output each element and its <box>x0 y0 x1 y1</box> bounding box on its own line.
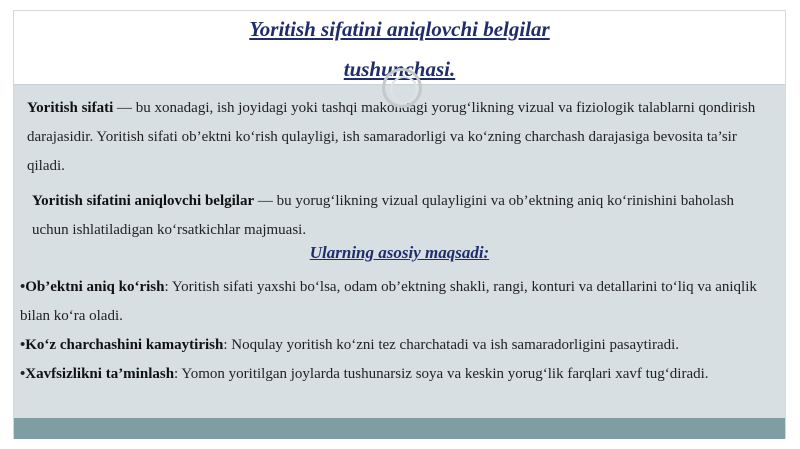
definition-text: — bu yorug‘likning vizual qulayligini va ob’ektning aniq ko‘rinishini baholash uchun ishlatiladigan ko‘rsatkichlar majmuasi. <box>32 193 735 238</box>
slide <box>13 10 786 439</box>
bullet-marker: • <box>20 279 26 295</box>
bullet-term: Ko‘z charchashini kamaytirish <box>25 337 224 353</box>
subheading: Ularning asosiy maqsadi: <box>309 243 490 262</box>
definition-term: Yoritish sifatini aniqlovchi belgilar <box>32 193 255 209</box>
bullet-item <box>20 273 780 331</box>
bullet-list <box>20 273 780 389</box>
bullet-item <box>20 331 780 360</box>
bullet-marker: • <box>20 366 26 382</box>
bullet-text: : Yoritish sifati yaxshi bo‘lsa, odam ob’ektning shakli, rangi, konturi va detallarini to‘liq va aniqlik bilan ko‘ra oladi. <box>20 279 757 324</box>
bullet-marker: • <box>20 337 26 353</box>
decorative-ring-icon <box>382 68 422 108</box>
definition-paragraph <box>32 187 772 245</box>
bullet-item <box>20 360 780 389</box>
definition-text: — bu xonadagi, ish joyidagi yoki tashqi makondagi yorug‘likning vizual va fiziologik talablarni qondirish darajasidir. Yoritish sifati ob’ektni ko‘rish qulayligi, ish samaradorligi va ko‘zning charchash darajasiga bevosita ta’sir qiladi. <box>27 100 756 174</box>
bottom-band <box>14 418 785 439</box>
title-line-2: tushunchasi. <box>343 57 456 81</box>
bullet-text: : Noqulay yoritish ko‘zni tez charchatadi va ish samaradorligini pasaytiradi. <box>223 337 680 353</box>
title-line-1: Yoritish sifatini aniqlovchi belgilar <box>249 17 550 41</box>
bullet-term: Xavfsizlikni ta’minlash <box>25 366 175 382</box>
content-panel <box>14 84 785 418</box>
bullet-text: : Yomon yoritilgan joylarda tushunarsiz soya va keskin yorug‘lik farqlari xavf tug‘diradi. <box>174 366 709 382</box>
bullet-term: Ob’ektni aniq ko‘rish <box>25 279 165 295</box>
definition-term: Yoritish sifati <box>27 100 114 116</box>
